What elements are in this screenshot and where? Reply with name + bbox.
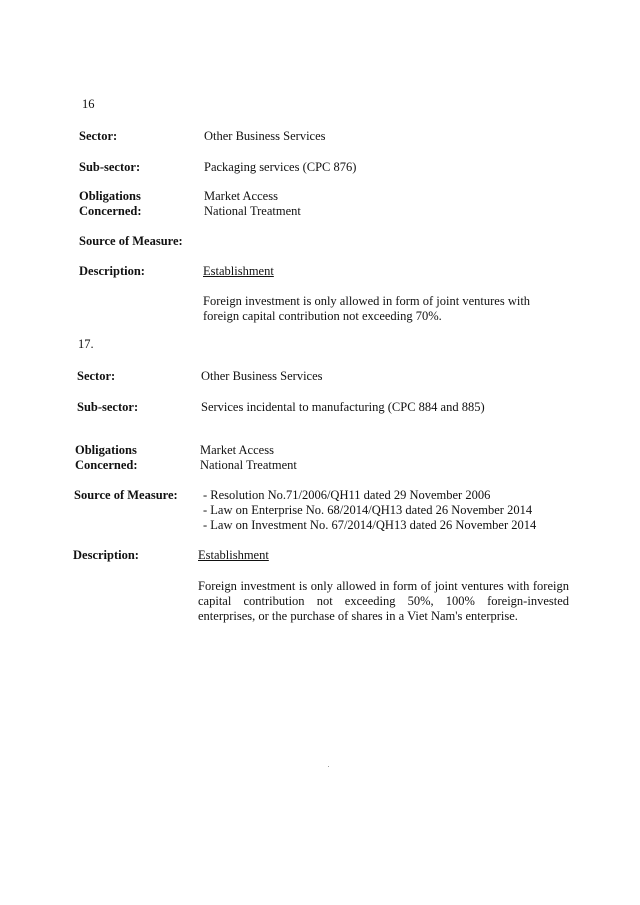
entry-17-sector-value: Other Business Services: [201, 369, 323, 383]
entry-16-obligations-label-line1: Obligations: [79, 189, 141, 203]
entry-16-obligations-value-line1: Market Access: [204, 189, 278, 203]
entry-16-source-label: Source of Measure:: [79, 234, 183, 248]
entry-16-sector-label: Sector:: [79, 129, 118, 143]
entry-16-sector-value: Other Business Services: [204, 129, 326, 143]
entry-16-number: 16: [82, 97, 95, 111]
entry-16-description-text: Foreign investment is only allowed in form of joint ventures with foreign capital contribution not exceeding 70%.: [203, 294, 531, 323]
entry-16-description-heading: Establishment: [203, 264, 274, 278]
entry-16-subsector-value: Packaging services (CPC 876): [204, 160, 357, 174]
entry-17-number: 17.: [78, 337, 94, 351]
entry-17-obligations-value-line1: Market Access: [200, 443, 274, 457]
entry-17-description-text: Foreign investment is only allowed in form of joint ventures with foreign capital contribution not exceeding 50%, 100% foreign-invested enterprises, or the purchase of shares in a Viet Nam's enterprise.: [198, 579, 569, 623]
entry-17-sector-label: Sector:: [77, 369, 116, 383]
entry-16-obligations-value-line2: National Treatment: [204, 204, 301, 218]
entry-17-source-item: - Resolution No.71/2006/QH11 dated 29 November 2006: [203, 488, 491, 502]
scan-speck: [328, 766, 329, 767]
entry-17-description-label: Description:: [73, 548, 139, 562]
entry-17-source-item: - Law on Investment No. 67/2014/QH13 dated 26 November 2014: [203, 518, 537, 532]
entry-17-obligations-label-line2: Concerned:: [75, 458, 138, 472]
entry-17-subsector-value: Services incidental to manufacturing (CPC 884 and 885): [201, 400, 485, 414]
entry-16-subsector-label: Sub-sector:: [79, 160, 141, 174]
entry-17-obligations-label-line1: Obligations: [75, 443, 137, 457]
entry-16-description-label: Description:: [79, 264, 145, 278]
entry-16-obligations-label-line2: Concerned:: [79, 204, 142, 218]
entry-17-subsector-label: Sub-sector:: [77, 400, 139, 414]
entry-17-source-item: - Law on Enterprise No. 68/2014/QH13 dated 26 November 2014: [203, 503, 533, 517]
entry-17-obligations-value-line2: National Treatment: [200, 458, 297, 472]
entry-17-description-heading: Establishment: [198, 548, 269, 562]
entry-17-source-label: Source of Measure:: [74, 488, 178, 502]
